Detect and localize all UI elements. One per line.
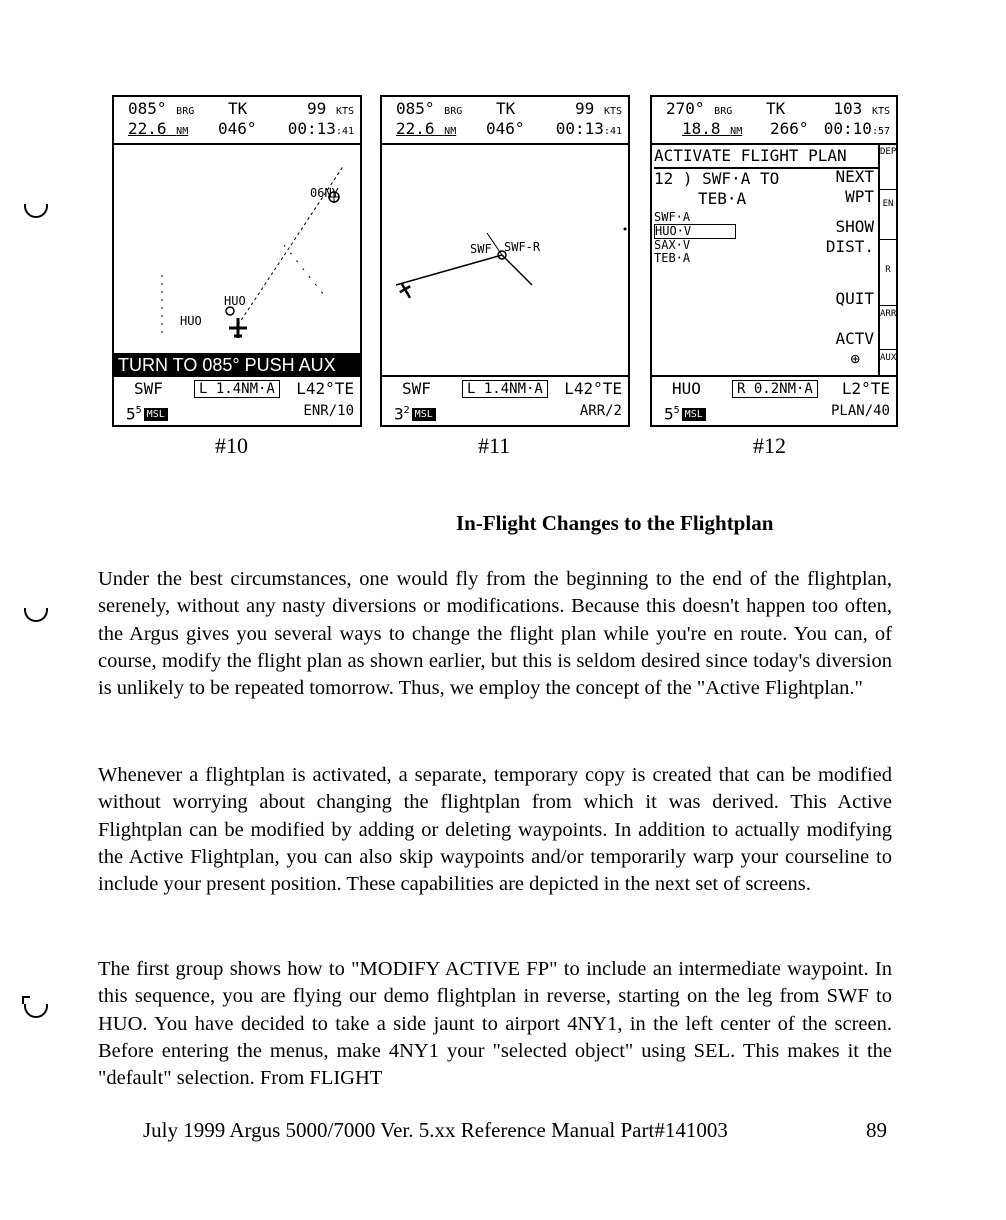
waypoint-value: SWF xyxy=(134,379,163,398)
screen-caption-10: #10 xyxy=(215,433,248,458)
crosstrack-box: R 0.2NM·A xyxy=(732,380,818,398)
section-heading: In-Flight Changes to the Flightplan xyxy=(456,511,774,535)
aircraft-icon xyxy=(229,318,247,338)
bearing-label: BRG xyxy=(714,106,733,117)
screen-header xyxy=(652,97,896,145)
bearing-label: BRG xyxy=(444,106,463,117)
msl-badge: MSL xyxy=(412,408,436,421)
waypoint-item[interactable]: SAX·V xyxy=(654,238,691,252)
map-label-swf-r: SWF-R xyxy=(504,240,541,254)
crosstrack-box: L 1.4NM·A xyxy=(462,380,548,398)
track-label: TK xyxy=(766,99,786,118)
tab-aux[interactable]: AUX xyxy=(880,353,897,363)
altitude-value xyxy=(126,401,168,424)
msl-badge: MSL xyxy=(682,408,706,421)
speed-value: 103 xyxy=(833,99,863,118)
knob-icon: ⊕ xyxy=(850,349,860,368)
tab-enr[interactable]: EN xyxy=(880,191,896,240)
waypoint-item-selected[interactable]: HUO·V xyxy=(654,224,736,239)
body-paragraph: The first group shows how to "MODIFY ACTIVE FP" to include an intermediate waypoint. In this sequence, you are flying our demo flightplan in reverse, starting on the leg from SWF to HUO. You have decided to take a side jaunt to airport 4NY1, in the left center of the screen. Before entering the menus, make 4NY1 your "selected object" using SEL. This makes it the "default" selection. From FLIGHT xyxy=(98,958,892,1090)
map-label-huo-2: HUO xyxy=(180,314,202,328)
binder-hole-mark xyxy=(24,1004,48,1018)
ete-seconds: :57 xyxy=(871,126,890,137)
crosstrack-box: L 1.4NM·A xyxy=(194,380,280,398)
speed-value: 99 xyxy=(307,99,327,118)
distance-unit: NM xyxy=(444,126,457,137)
option-dist[interactable]: DIST. xyxy=(825,237,874,256)
ete-seconds: :41 xyxy=(335,126,354,137)
ete-value: 00:13 xyxy=(555,119,604,138)
activate-flightplan-menu xyxy=(652,145,896,375)
screen-footer xyxy=(652,375,896,425)
altitude-value xyxy=(394,401,436,424)
turn-banner: TURN TO 085° PUSH AUX xyxy=(114,353,360,377)
mode-indicator: ARR/2 xyxy=(579,403,622,419)
map-label-swf: SWF xyxy=(470,242,492,256)
track-label: TK xyxy=(496,99,516,118)
course-line xyxy=(396,255,502,285)
screen-11 xyxy=(380,95,630,427)
option-next[interactable]: NEXT xyxy=(835,167,874,186)
track-value: 046° xyxy=(486,119,525,138)
waypoint-value: HUO xyxy=(672,379,701,398)
tab-arr[interactable]: ARR xyxy=(880,305,896,350)
distance-value: 22.6 xyxy=(128,119,167,138)
speed-unit: KTS xyxy=(603,106,622,117)
screen-10 xyxy=(112,95,362,427)
map-graphics xyxy=(382,145,628,375)
altitude-digits: 3 xyxy=(394,404,404,424)
flightplan-line: 12 ) SWF·A TO xyxy=(654,169,780,188)
moving-map xyxy=(382,145,628,375)
track-label: TK xyxy=(228,99,248,118)
map-dot xyxy=(624,228,627,231)
body-paragraph: Whenever a flightplan is activated, a separate, temporary copy is created that can be modified without worrying about changing the flightplan from which it was derived. This Active Flightplan can be modified by adding or deleting waypoints. In addition to actually modifying the Active Flightplan, you can also skip waypoints and/or temporarily warp your courseline to include your present position. These capabilities are depicted in the next set of screens. xyxy=(98,764,892,896)
speed-value: 99 xyxy=(575,99,595,118)
vor-icon xyxy=(226,307,234,315)
map-label-06ny: 06NY xyxy=(310,186,339,200)
option-wpt[interactable]: WPT xyxy=(845,187,874,206)
ete-value: 00:13 xyxy=(287,119,336,138)
track-value: 046° xyxy=(218,119,257,138)
bearing-value: 085° xyxy=(128,99,167,118)
screen-footer xyxy=(114,375,360,425)
waypoint-value: SWF xyxy=(402,379,431,398)
ete-value: 00:10 xyxy=(823,119,872,138)
option-actv[interactable]: ACTV xyxy=(835,329,874,348)
track-value: 266° xyxy=(770,119,809,138)
screen-header xyxy=(382,97,628,145)
mode-indicator: ENR/10 xyxy=(303,403,354,419)
tab-r[interactable]: R xyxy=(880,241,896,306)
screen-header xyxy=(114,97,360,145)
ete-seconds: :41 xyxy=(603,126,622,137)
range-arc xyxy=(284,245,324,295)
course-correction: L42°TE xyxy=(564,379,622,398)
screen-caption-11: #11 xyxy=(478,433,511,458)
waypoint-item[interactable]: SWF·A xyxy=(654,210,691,224)
bearing-label: BRG xyxy=(176,106,195,117)
altitude-digits: 5 xyxy=(126,404,136,424)
bearing-value: 270° xyxy=(666,99,705,118)
speed-unit: KTS xyxy=(335,106,354,117)
screen-caption-12: #12 xyxy=(753,433,786,458)
menu-title: ACTIVATE FLIGHT PLAN xyxy=(654,145,880,169)
altitude-value xyxy=(664,401,706,424)
mode-indicator: PLAN/40 xyxy=(830,403,890,419)
leg-line xyxy=(502,255,532,285)
tab-dep[interactable]: DEP xyxy=(880,145,896,190)
flightplan-destination: TEB·A xyxy=(698,189,747,208)
screen-footer xyxy=(382,375,628,425)
option-show[interactable]: SHOW xyxy=(835,217,874,236)
course-correction: L2°TE xyxy=(841,379,890,398)
bearing-value: 085° xyxy=(396,99,435,118)
screen-12 xyxy=(650,95,898,427)
option-quit[interactable]: QUIT xyxy=(835,289,874,308)
altitude-digits: 5 xyxy=(664,404,674,424)
side-tabs xyxy=(878,145,896,375)
course-correction: L42°TE xyxy=(296,379,354,398)
page-number: 89 xyxy=(866,1118,887,1142)
binder-hole-mark xyxy=(24,608,48,622)
distance-unit: NM xyxy=(730,126,743,137)
map-label-huo: HUO xyxy=(224,294,246,308)
msl-badge: MSL xyxy=(144,408,168,421)
altitude-superscript: 5 xyxy=(135,405,142,416)
distance-value: 18.8 xyxy=(682,119,721,138)
binder-hole-mark xyxy=(24,204,48,218)
distance-unit: NM xyxy=(176,126,189,137)
distance-value: 22.6 xyxy=(396,119,435,138)
body-paragraph: Under the best circumstances, one would fly from the beginning to the end of the flightplan, serenely, without any nasty diversions or modifications. Because this doesn't happen too often, the Argus gives you several ways to change the flight plan while you're en route. You can, of course, modify the flight plan as shown earlier, but this is seldom desired since today's diversion is unlikely to be repeated tomorrow. Thus, we employ the concept of the "Active Flightplan." xyxy=(98,568,892,700)
waypoint-list xyxy=(654,211,736,265)
page-footer: July 1999 Argus 5000/7000 Ver. 5.xx Reference Manual Part#141003 xyxy=(143,1118,728,1142)
map-graphics xyxy=(114,145,360,375)
altitude-superscript: 2 xyxy=(403,405,410,416)
moving-map xyxy=(114,145,360,375)
waypoint-item[interactable]: TEB·A xyxy=(654,251,691,265)
speed-unit: KTS xyxy=(871,106,890,117)
altitude-superscript: 5 xyxy=(673,405,680,416)
